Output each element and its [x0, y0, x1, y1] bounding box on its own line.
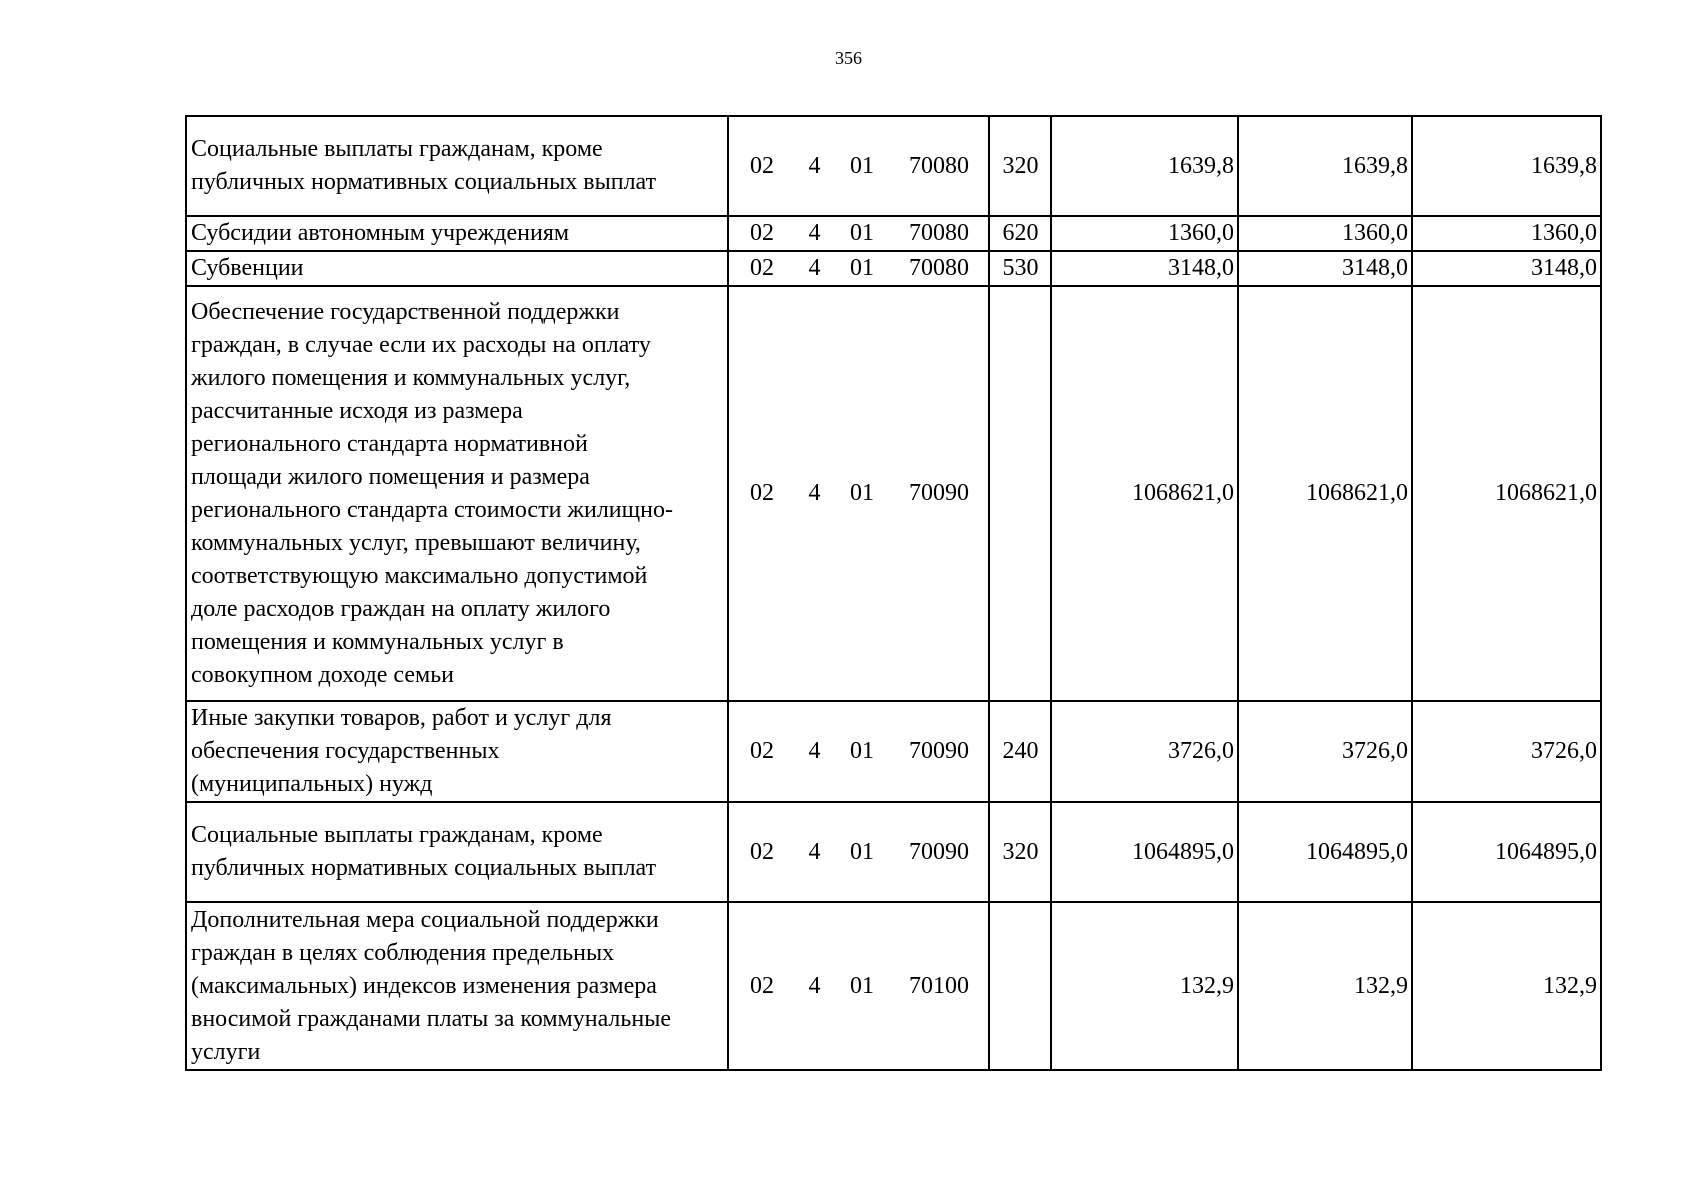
expense-type-code: 320 [989, 116, 1051, 216]
main-event-code: 01 [834, 902, 889, 1070]
description-line: жилого помещения и коммунальных услуг, [191, 364, 631, 391]
program-code: 02 [728, 802, 794, 902]
description-line: Обеспечение государственной поддержки [191, 298, 620, 325]
amount-year-3: 1068621,0 [1412, 286, 1601, 701]
description-line: регионального стандарта нормативной [191, 430, 588, 457]
description-line: вносимой гражданами платы за коммунальные [191, 1005, 671, 1032]
expense-description [186, 286, 728, 701]
amount-year-1: 1064895,0 [1051, 802, 1238, 902]
expense-description [186, 701, 728, 802]
description-line: помещения и коммунальных услуг в [191, 628, 564, 655]
description-line: коммунальных услуг, превышают величину, [191, 529, 641, 556]
expense-description [186, 216, 728, 251]
program-code: 02 [728, 251, 794, 286]
description-line: граждан в целях соблюдения предельных [191, 939, 615, 966]
description-line: Социальные выплаты гражданам, кроме [191, 822, 603, 848]
main-event-code: 01 [834, 701, 889, 802]
subprogram-code: 4 [794, 701, 834, 802]
description-line: Иные закупки товаров, работ и услуг для [191, 705, 612, 731]
main-event-code: 01 [834, 116, 889, 216]
amount-year-2: 1068621,0 [1238, 286, 1412, 701]
main-event-code: 01 [834, 251, 889, 286]
direction-code: 70100 [889, 902, 989, 1070]
description-line: соответствующую максимально допустимой [191, 562, 648, 589]
table-row [186, 116, 1601, 216]
program-code: 02 [728, 286, 794, 701]
amount-year-3: 3148,0 [1412, 251, 1601, 286]
expense-description [186, 802, 728, 902]
amount-year-1: 1360,0 [1051, 216, 1238, 251]
amount-year-1: 132,9 [1051, 902, 1238, 1070]
subprogram-code: 4 [794, 286, 834, 701]
amount-year-3: 132,9 [1412, 902, 1601, 1070]
budget-table [185, 115, 1602, 1071]
amount-year-3: 1064895,0 [1412, 802, 1601, 902]
program-code: 02 [728, 116, 794, 216]
direction-code: 70090 [889, 802, 989, 902]
description-line: регионального стандарта стоимости жилищно- [191, 496, 673, 523]
direction-code: 70080 [889, 116, 989, 216]
subprogram-code: 4 [794, 251, 834, 286]
amount-year-3: 1639,8 [1412, 116, 1601, 216]
table-row [186, 802, 1601, 902]
description-line: доле расходов граждан на оплату жилого [191, 595, 611, 622]
table-row [186, 701, 1601, 802]
description-line: совокупном доходе семьи [191, 661, 455, 688]
expense-type-code: 240 [989, 701, 1051, 802]
amount-year-1: 3726,0 [1051, 701, 1238, 802]
direction-code: 70090 [889, 701, 989, 802]
expense-type-code: 620 [989, 216, 1051, 251]
program-code: 02 [728, 216, 794, 251]
main-event-code: 01 [834, 216, 889, 251]
description-line: площади жилого помещения и размера [191, 463, 590, 490]
main-event-code: 01 [834, 802, 889, 902]
description-line: (муниципальных) нужд [191, 771, 433, 797]
expense-description [186, 902, 728, 1070]
description-line: Субсидии автономным учреждениям [191, 220, 570, 246]
page-number: 356 [835, 48, 862, 68]
amount-year-1: 3148,0 [1051, 251, 1238, 286]
expense-type-code [989, 286, 1051, 701]
direction-code: 70090 [889, 286, 989, 701]
main-event-code: 01 [834, 286, 889, 701]
description-line: (максимальных) индексов изменения размера [191, 972, 657, 999]
table-body [186, 116, 1601, 1070]
expense-type-code [989, 902, 1051, 1070]
description-line: публичных нормативных социальных выплат [191, 169, 657, 195]
amount-year-2: 3148,0 [1238, 251, 1412, 286]
description-line: Дополнительная мера социальной поддержки [191, 906, 659, 933]
description-line: публичных нормативных социальных выплат [191, 855, 657, 881]
direction-code: 70080 [889, 216, 989, 251]
direction-code: 70080 [889, 251, 989, 286]
amount-year-2: 1360,0 [1238, 216, 1412, 251]
table-row [186, 286, 1601, 701]
description-line: обеспечения государственных [191, 738, 500, 764]
subprogram-code: 4 [794, 116, 834, 216]
description-line: Субвенции [191, 255, 304, 281]
description-line: услуги [191, 1038, 261, 1065]
amount-year-1: 1068621,0 [1051, 286, 1238, 701]
subprogram-code: 4 [794, 802, 834, 902]
description-line: граждан, в случае если их расходы на оплату [191, 331, 651, 358]
amount-year-3: 1360,0 [1412, 216, 1601, 251]
program-code: 02 [728, 701, 794, 802]
table-row [186, 251, 1601, 286]
program-code: 02 [728, 902, 794, 1070]
amount-year-3: 3726,0 [1412, 701, 1601, 802]
subprogram-code: 4 [794, 902, 834, 1070]
amount-year-2: 1064895,0 [1238, 802, 1412, 902]
amount-year-2: 3726,0 [1238, 701, 1412, 802]
amount-year-2: 132,9 [1238, 902, 1412, 1070]
description-line: рассчитанные исходя из размера [191, 397, 523, 424]
expense-type-code: 530 [989, 251, 1051, 286]
expense-description [186, 116, 728, 216]
expense-type-code: 320 [989, 802, 1051, 902]
amount-year-1: 1639,8 [1051, 116, 1238, 216]
expense-description [186, 251, 728, 286]
description-line: Социальные выплаты гражданам, кроме [191, 136, 603, 162]
table-row [186, 216, 1601, 251]
amount-year-2: 1639,8 [1238, 116, 1412, 216]
table-row [186, 902, 1601, 1070]
subprogram-code: 4 [794, 216, 834, 251]
